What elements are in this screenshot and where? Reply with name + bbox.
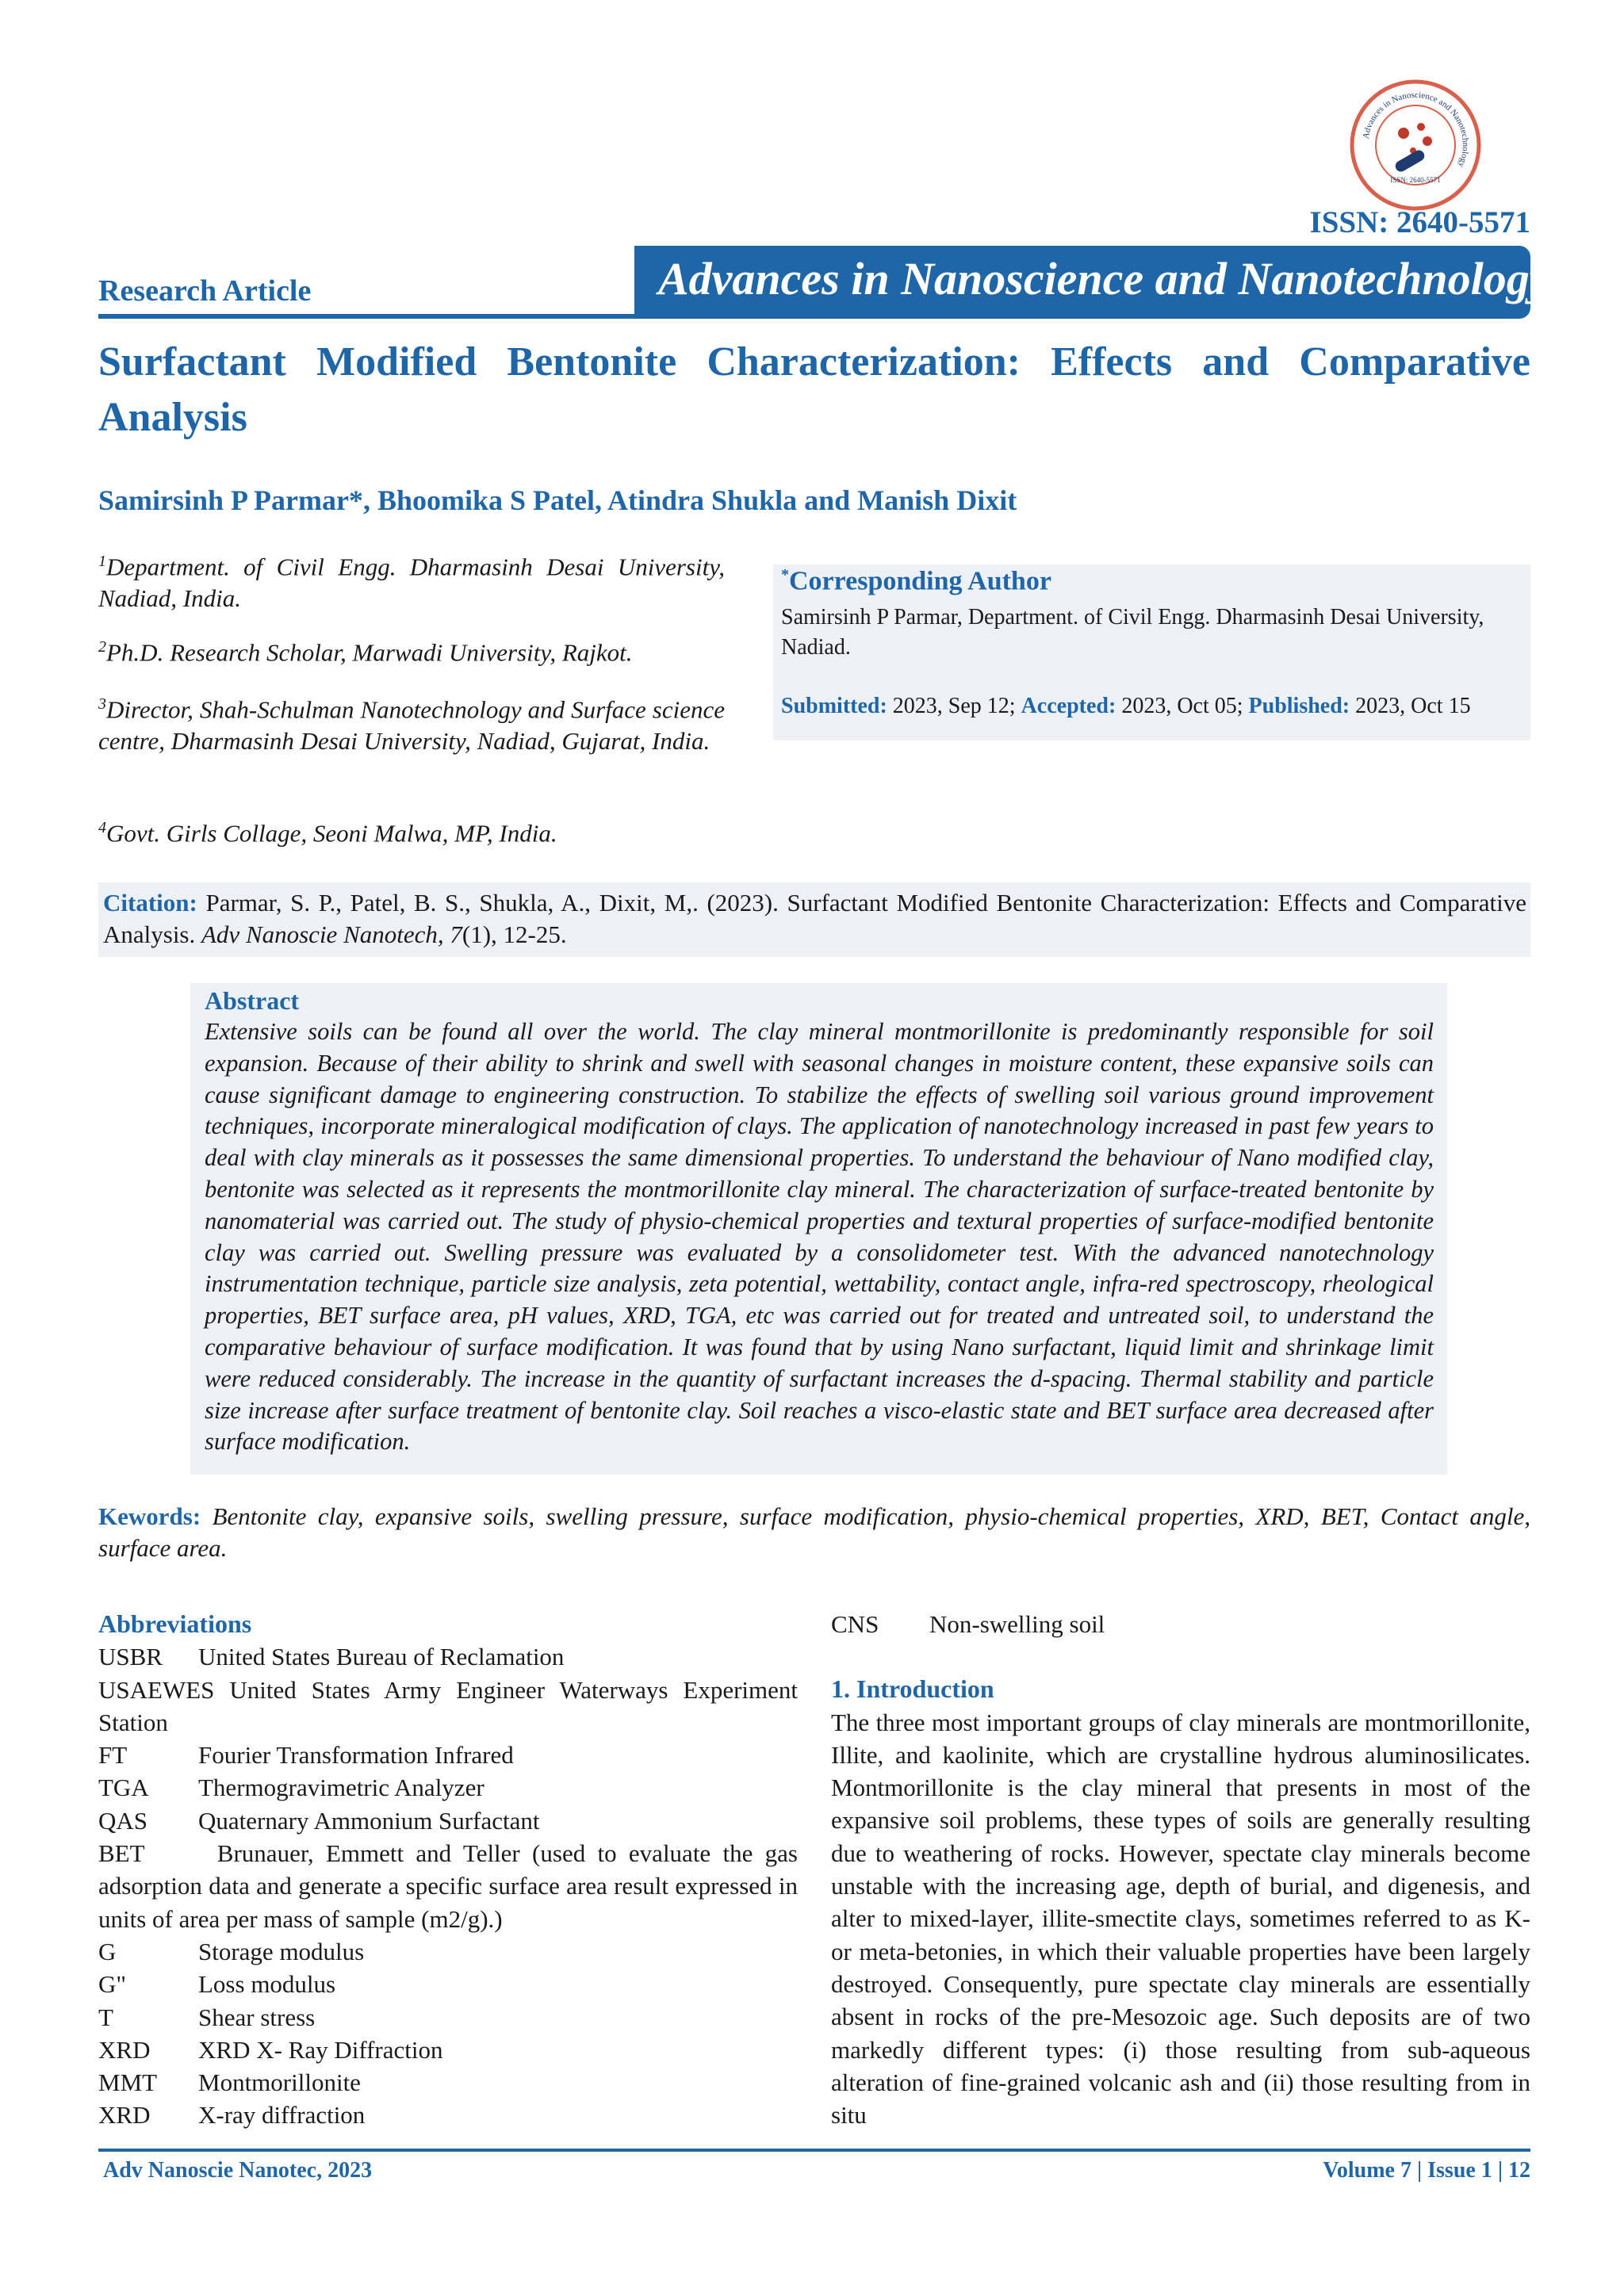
affiliation-3: $^3$Director, Shah-Schulman Nanotechnology and Surface science centre, Dharmasinh Desai University, Nadiad, Gujarat, India. bbox=[98, 695, 725, 756]
abbreviations-section bbox=[98, 1608, 804, 2132]
article-title: Surfactant Modified Bentonite Characterization: Effects and Comparative Analysis bbox=[98, 339, 1530, 440]
abstract-text: Extensive soils can be found all over the world. The clay mineral montmorillonite is predominantly responsible for soil expansion. Because of their ability to shrink and swell with seasonal changes in moisture content, these expansive soils can cause significant damage to engineering construction. To stabilize the effects of swelling soil various ground improvement techniques, incorporate mineralogical modification of clays. The application of nanotechnology increased in past few years to deal with clay minerals as it possesses the same dimensional properties. To understand the behaviour of Nano modified clay, bentonite was selected as it represents the montmorillonite clay mineral. The characterization of surface-treated bentonite by nanomaterial was carried out. The study of physio-chemical properties and textural properties of surface-modified bentonite clay was carried out. Swelling pressure was evaluated by a consolidometer test. With the advanced nanotechnology instrumentation technique, particle size analysis, zeta potential, wettability, contact angle, infra-red spectroscopy, rheological properties, BET surface area, pH values, XRD, TGA, etc was carried out for treated and untreated soil, to understand the comparative behaviour of surface modification. It was found that by using Nano surfactant, liquid limit and shrinkage limit were reduced considerably. The increase in the quantity of surfactant increases the d-spacing. Thermal stability and particle size increase after surface treatment of bentonite clay. Soil reaches a visco-elastic state and BET surface area decreased after surface modification. bbox=[205, 1018, 1434, 1456]
affiliation-2: $^2$Ph.D. Research Scholar, Marwadi University, Rajkot. bbox=[98, 638, 633, 667]
abbreviation-item: G Storage modulus bbox=[98, 1937, 365, 1965]
article-type: Research Article bbox=[98, 274, 312, 308]
abbreviations-heading: Abbreviations bbox=[98, 1609, 252, 1638]
abbreviation-item: G" Loss modulus bbox=[98, 1970, 336, 1999]
citation-box bbox=[98, 882, 1530, 957]
abbreviation-item: TGA Thermogravimetric Analyzer bbox=[98, 1774, 485, 1802]
logo-ring-text: Advances in Nanoscience and Nanotechnology bbox=[1361, 90, 1471, 169]
abbreviation-item: USAEWES United States Army Engineer Waterways Experiment Station bbox=[98, 1675, 798, 1736]
abbreviation-item: XRD XRD X- Ray Diffraction bbox=[98, 2035, 443, 2064]
issn: ISSN: 2640-5571 bbox=[1309, 205, 1530, 239]
corresponding-heading: *Corresponding Author bbox=[781, 566, 1051, 596]
publication-dates: Submitted: 2023, Sep 12; Accepted: 2023, Oct 05; Published: 2023, Oct 15 bbox=[781, 694, 1471, 718]
journal-banner bbox=[634, 246, 1550, 319]
journal-logo bbox=[1348, 78, 1483, 212]
keywords: Kewords: Bentonite clay, expansive soils, swelling pressure, surface modification, physio-chemical properties, XRD, BET, Contact angle, surface area. bbox=[98, 1502, 1531, 1562]
abbreviation-item: MMT Montmorillonite bbox=[98, 2068, 361, 2097]
abbreviation-item: FT Fourier Transformation Infrared bbox=[98, 1741, 514, 1770]
abbreviation-item: XRD X-ray diffraction bbox=[98, 2101, 366, 2130]
abbreviation-item: QAS Quaternary Ammonium Surfactant bbox=[98, 1806, 540, 1835]
introduction-section bbox=[831, 1608, 1530, 2131]
footer-page-info: Volume 7 | Issue 1 | 12 bbox=[1323, 2158, 1530, 2183]
abstract-box bbox=[190, 983, 1447, 1475]
affiliation-1: $^1$Department. of Civil Engg. Dharmasinh Desai University, Nadiad, India. bbox=[98, 553, 725, 613]
corresponding-author-box bbox=[773, 564, 1530, 740]
abbreviation-item: USBR United States Bureau of Reclamation bbox=[98, 1643, 565, 1671]
journal-title: Advances in Nanoscience and Nanotechnology bbox=[658, 253, 1550, 304]
abbreviation-item: BET Brunauer, Emmett and Teller (used to evaluate the gas adsorption data and generate a specific surface area result expressed in units of area per mass of sample (m2/g).) bbox=[98, 1839, 804, 1933]
abstract-heading: Abstract bbox=[205, 986, 300, 1015]
logo-issn: ISSN: 2640-5571 bbox=[1390, 176, 1441, 184]
footer-journal: Adv Nanoscie Nanotec, 2023 bbox=[103, 2158, 373, 2183]
corresponding-text: Samirsinh P Parmar, Department. of Civil Engg. Dharmasinh Desai University, Nadiad. bbox=[781, 605, 1484, 660]
authors: Samirsinh P Parmar*, Bhoomika S Patel, Atindra Shukla and Manish Dixit bbox=[98, 484, 1017, 516]
abbreviation-item: T Shear stress bbox=[98, 2003, 316, 2031]
abbreviation-item: CNS Non-swelling soil bbox=[831, 1610, 1105, 1638]
introduction-heading: 1. Introduction bbox=[831, 1674, 994, 1704]
introduction-text: The three most important groups of clay minerals are montmorillonite, Illite, and kaolinite, which are crystalline hydrous aluminosilicates. Montmorillonite is the clay mineral that presents in most of the expansive soil problems, these types of soils are generally resulting due to weathering of rocks. However, spectate clay minerals become unstable with the increasing age, depth of burial, and digenesis, and alter to mixed-layer, illite-smectite clays, sometimes referred to as K- or meta-betonies, in which their valuable properties have been largely destroyed. Consequently, pure spectate clay minerals are essentially absent in rocks of the pre-Mesozoic age. Such deposits are of two markedly different types: (i) those resulting from sub-aqueous alteration of fine-grained volcanic ash and (ii) those resulting from in situ bbox=[831, 1708, 1530, 2130]
citation: Citation: Parmar, S. P., Patel, B. S., Shukla, A., Dixit, M,. (2023). Surfactant Modified Bentonite Characterization: Effects and Comparative Analysis. Adv Nanoscie Nanotech, 7(1), 12-25. bbox=[103, 889, 1526, 948]
footer-rule bbox=[98, 2149, 1530, 2152]
header-rule bbox=[98, 314, 638, 319]
affiliation-4: $^4$Govt. Girls Collage, Seoni Malwa, MP, India. bbox=[98, 819, 557, 848]
